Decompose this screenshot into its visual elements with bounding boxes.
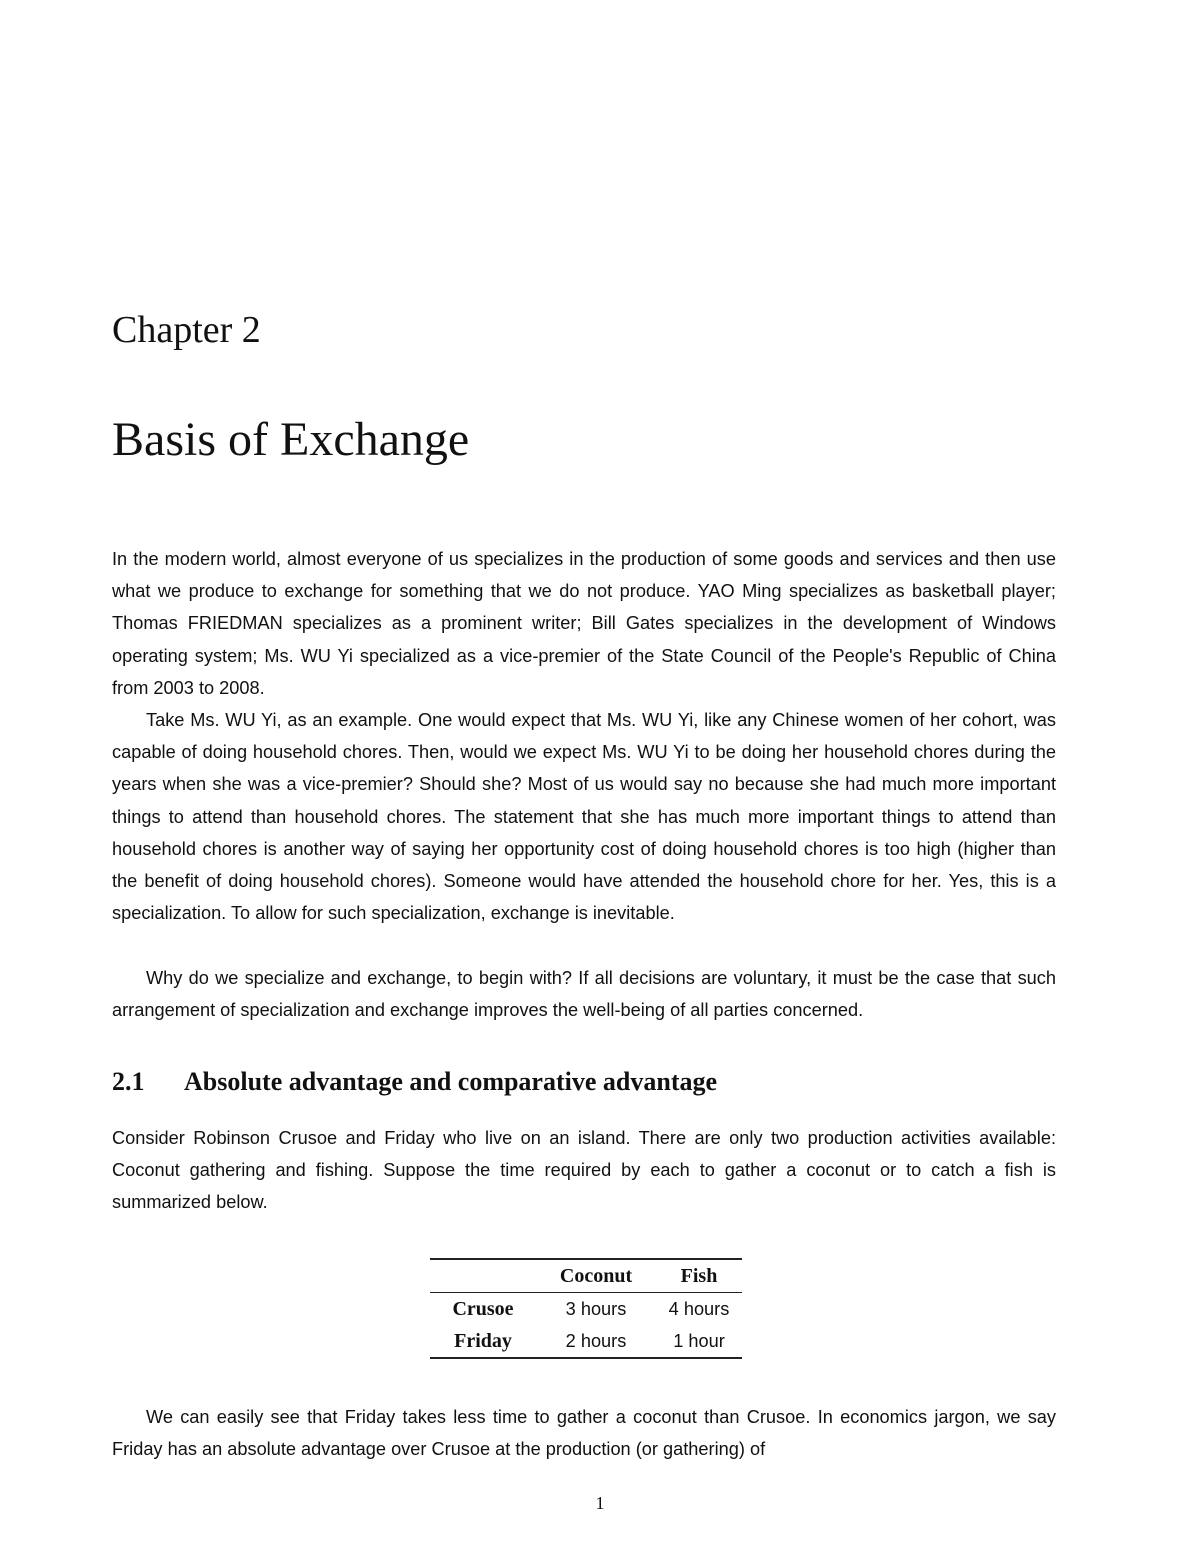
table-cell-coconut: 2 hours — [565, 1330, 627, 1351]
row-header: Friday — [454, 1329, 512, 1352]
column-header-coconut: Coconut — [536, 1259, 656, 1293]
column-header-fish: Fish — [656, 1259, 742, 1293]
table-cell-fish: 4 hours — [668, 1298, 730, 1319]
example-paragraph: Take Ms. WU Yi, as an example. One would expect that Ms. WU Yi, like any Chinese women of her cohort, was capable of doing household chores. Then, would we expect Ms. WU Yi to be doing her household chores during the years when she was a vice-premier? Should she? Most of us would say no because she had much more important things to attend than household chores. The statement that she has much more important things to attend than household chores is another way of saying her opportunity cost of doing household chores is too high (higher than the benefit of doing household chores). Someone would have attended the household chore for her. Yes, this is a specialization. To allow for such specialization, exchange is inevitable. — [112, 710, 1056, 924]
section-title: Absolute advantage and comparative advantage — [184, 1067, 718, 1096]
after-table-paragraph: We can easily see that Friday takes less time to gather a coconut than Crusoe. In economics jargon, we say Friday has an absolute advantage over Crusoe at the production (or gathering) of — [112, 1407, 1056, 1460]
table-corner-cell — [430, 1259, 536, 1293]
table-row — [430, 1325, 742, 1358]
page-number: 1 — [595, 1493, 605, 1513]
section-heading — [112, 1064, 717, 1100]
section-number: 2.1 — [112, 1067, 145, 1096]
table-row — [430, 1293, 742, 1326]
production-time-table — [430, 1258, 742, 1359]
section-intro-paragraph: Consider Robinson Crusoe and Friday who live on an island. There are only two production activities available: Coconut gathering and fishing. Suppose the time required by each to gather a coconut or to catch a fish is summarized below. — [112, 1128, 1056, 1213]
why-paragraph: Why do we specialize and exchange, to begin with? If all decisions are voluntary, it must be the case that such arrangement of specialization and exchange improves the well-being of all parties concerned. — [112, 968, 1056, 1021]
row-header: Crusoe — [452, 1297, 514, 1320]
table-cell-coconut: 3 hours — [565, 1298, 627, 1319]
table-cell-fish: 1 hour — [673, 1330, 725, 1351]
intro-paragraph: In the modern world, almost everyone of us specializes in the production of some goods and services and then use what we produce to exchange for something that we do not produce. YAO Ming specializes as basketball player; Thomas FRIEDMAN specializes as a prominent writer; Bill Gates specializes in the development of Windows operating system; Ms. WU Yi specialized as a vice-premier of the State Council of the People's Republic of China from 2003 to 2008. — [112, 549, 1056, 698]
table-header-row — [430, 1259, 742, 1293]
chapter-label: Chapter 2 — [112, 309, 261, 351]
chapter-title: Basis of Exchange — [112, 413, 470, 466]
